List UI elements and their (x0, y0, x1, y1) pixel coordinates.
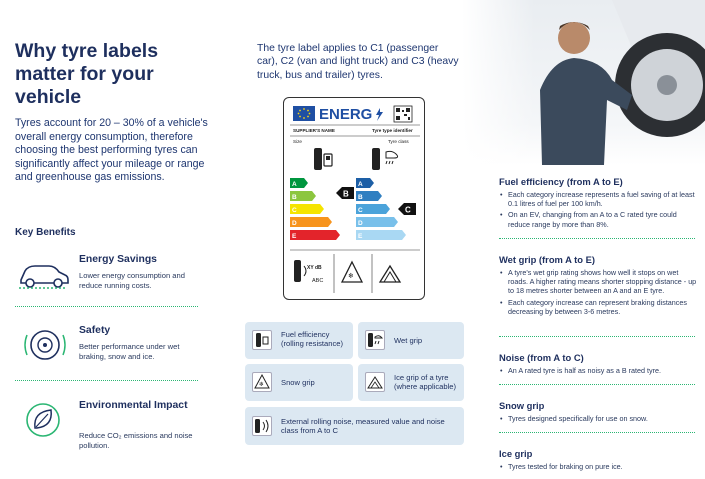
benefit-title: Energy Savings (79, 254, 157, 265)
benefit-title: Environmental Impact (79, 400, 188, 411)
svg-text:Tyre class: Tyre class (388, 139, 409, 144)
svg-text:D: D (292, 220, 297, 227)
svg-text:Tyre type identifier: Tyre type identifier (372, 128, 413, 133)
benefit-desc: Lower energy consumption and reduce running costs. (79, 271, 185, 290)
legend-text: Fuel efficiency (rolling resistance) (281, 330, 344, 349)
list-item: • Each category increase can represent braking distances decreasing by between 3-6 metres. (499, 298, 699, 316)
benefit-desc: Better performance under wet braking, snow and ice. (79, 342, 180, 361)
svg-text:B: B (358, 194, 363, 201)
page-title: Why tyre labels matter for your vehicle (15, 40, 159, 108)
svg-text:E: E (358, 233, 363, 240)
svg-text:C: C (405, 205, 411, 215)
section-wet-grip (499, 254, 699, 318)
divider (499, 432, 695, 433)
applies-text: The tyre label applies to C1 (passenger car), C2 (van and light truck) and C3 (heavy truck, bus and trailer) tyres. (257, 43, 459, 81)
divider (15, 380, 198, 381)
section-heading: Wet grip (from A to E) (499, 254, 595, 265)
legend-text: Wet grip (394, 336, 423, 345)
section-snow-grip (499, 400, 699, 425)
list-item: • On an EV, changing from an A to a C rated tyre could reduce range by more than 8%. (499, 210, 699, 228)
svg-text:❄: ❄ (348, 272, 354, 280)
svg-text:A: A (358, 181, 363, 188)
svg-text:Size: Size (293, 139, 302, 144)
svg-text:A: A (292, 181, 297, 188)
svg-text:B: B (292, 194, 297, 201)
svg-text:ENERG: ENERG (319, 106, 373, 123)
svg-text:C: C (292, 207, 297, 214)
snow-mountain-icon (252, 372, 272, 392)
section-heading: Ice grip (499, 448, 533, 459)
legend-text: External rolling noise, measured value and noise class from A to C (281, 417, 445, 436)
leaf-icon (15, 400, 71, 440)
key-benefits-heading: Key Benefits (15, 227, 76, 238)
svg-text:❄: ❄ (259, 381, 265, 388)
legend-snow-grip (245, 364, 353, 401)
divider (499, 384, 695, 385)
svg-text:E: E (292, 233, 297, 240)
legend-text: Snow grip (281, 378, 315, 387)
section-fuel-efficiency (499, 176, 699, 231)
legend-ice-grip (358, 364, 464, 401)
divider (499, 336, 695, 337)
car-icon (15, 254, 71, 294)
list-item: • A tyre's wet grip rating shows how well it stops on wet roads. A higher rating means shorter stopping distance - up to 18 metres shorter between an A and an E tyre. (499, 268, 699, 296)
eu-tyre-label (283, 97, 425, 300)
list-item: • Tyres tested for braking on pure ice. (499, 462, 699, 471)
fuel-tyre-icon (252, 330, 272, 350)
divider (499, 238, 695, 239)
list-item: • Each category increase represents a fuel saving of at least 0.1 litres of fuel per 100 km/h. (499, 190, 699, 208)
ice-mountain-icon (365, 372, 385, 392)
list-item: • An A rated tyre is half as noisy as a B rated tyre. (499, 366, 699, 375)
intro-text: Tyres account for 20 – 30% of a vehicle's overall energy consumption, therefore choosing the best performing tyres can significantly affect your mileage or range and greenhouse gas emissions. (15, 117, 208, 184)
legend-noise (245, 407, 464, 445)
benefit-environmental-impact (15, 400, 200, 460)
svg-text:C: C (358, 207, 363, 214)
section-noise (499, 352, 699, 377)
benefit-desc: Reduce CO₂ emissions and noise pollution. (79, 431, 193, 450)
svg-text:XY dB: XY dB (307, 265, 322, 271)
benefit-title: Safety (79, 325, 111, 336)
wet-tyre-icon (365, 330, 385, 350)
benefit-safety (15, 325, 200, 365)
tyre-shield-icon (15, 325, 71, 365)
benefit-energy-savings (15, 254, 200, 294)
list-item: • Tyres designed specifically for use on snow. (499, 414, 699, 423)
section-heading: Noise (from A to C) (499, 352, 584, 363)
section-heading: Snow grip (499, 400, 545, 411)
svg-text:B: B (343, 189, 349, 199)
section-heading: Fuel efficiency (from A to E) (499, 176, 623, 187)
mechanic-photo (462, 0, 705, 165)
svg-text:SUPPLIER'S NAME: SUPPLIER'S NAME (293, 128, 335, 133)
section-ice-grip (499, 448, 699, 473)
legend-text: Ice grip of a tyre (where applicable) (394, 373, 457, 392)
divider (15, 306, 198, 307)
svg-text:ABC: ABC (312, 278, 324, 284)
svg-text:D: D (358, 220, 363, 227)
legend-fuel-efficiency (245, 322, 353, 359)
legend-wet-grip (358, 322, 464, 359)
noise-tyre-icon (252, 416, 272, 436)
